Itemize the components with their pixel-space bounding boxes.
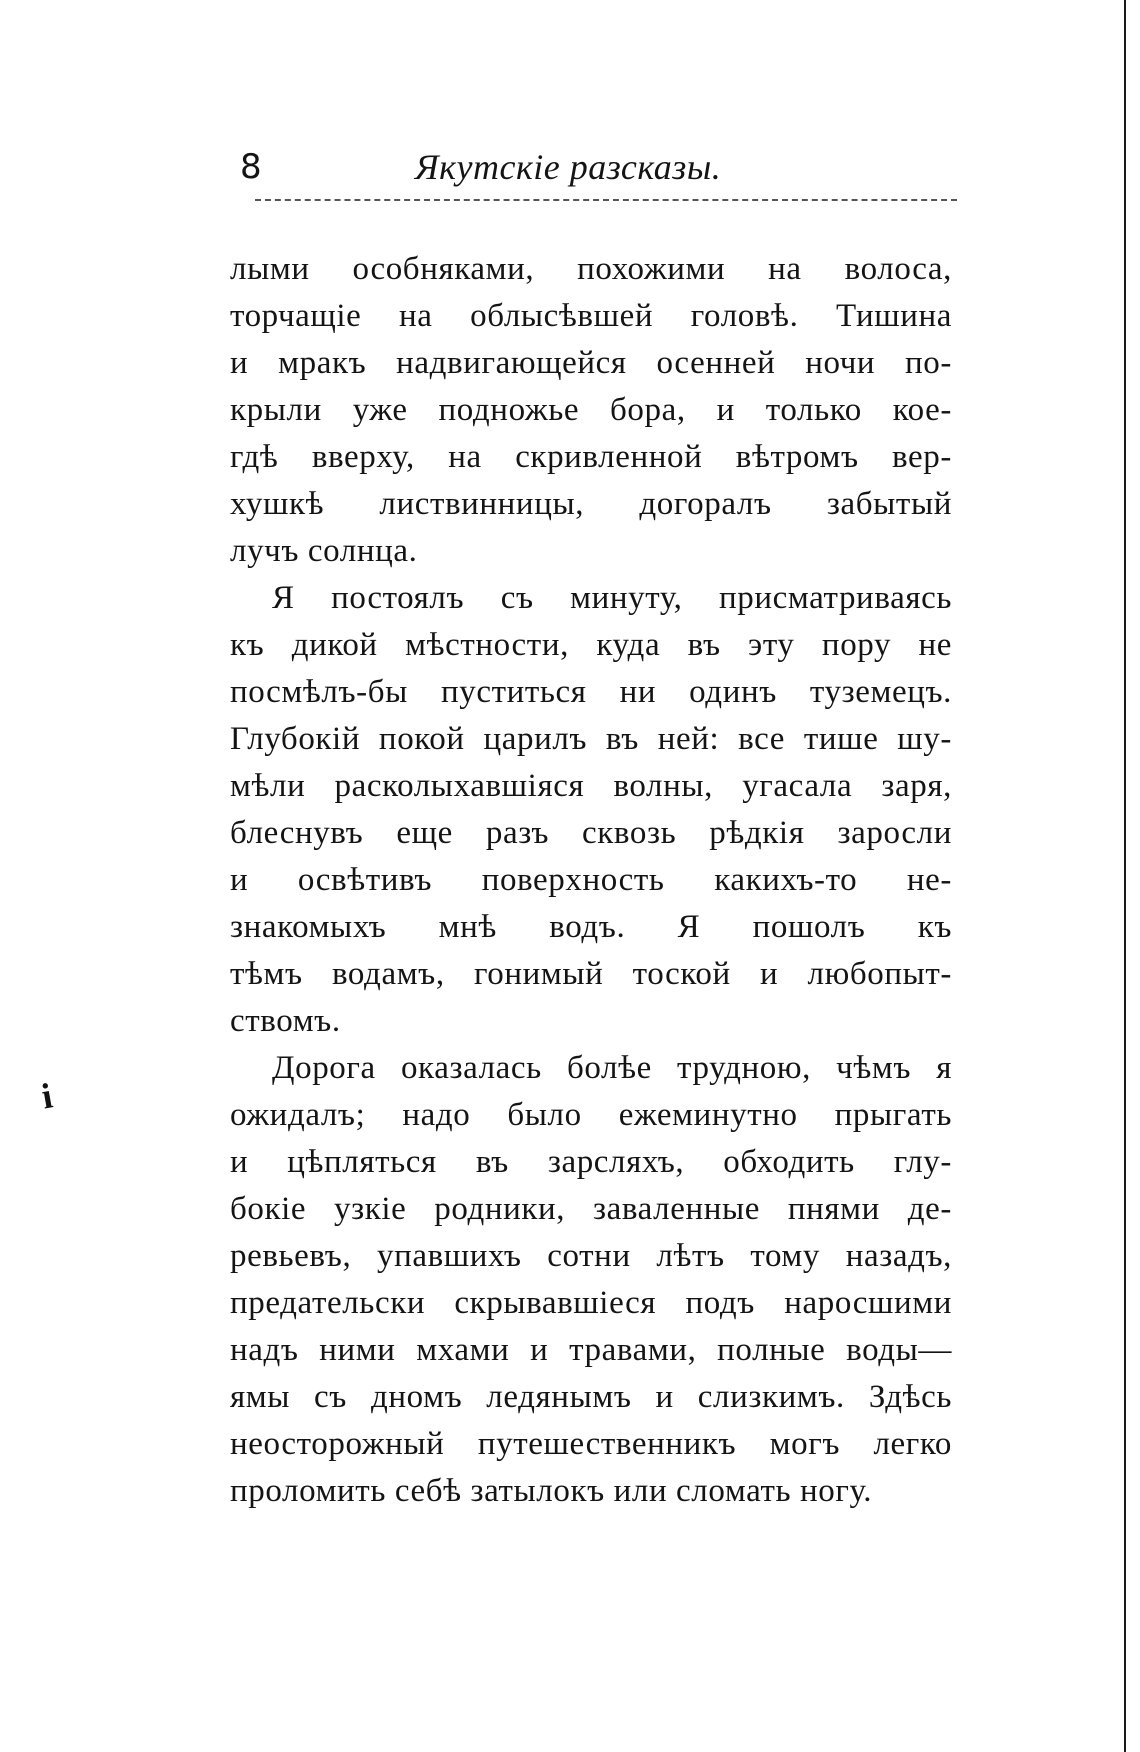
text-line: бокiе узкiе родники, заваленные пнями де- (230, 1191, 952, 1227)
text-line: тѣмъ водамъ, гонимый тоской и любопыт- (230, 956, 952, 992)
text-line: надъ ними мхами и травами, полные воды— (230, 1332, 952, 1368)
text-line: ямы съ дномъ ледянымъ и слизкимъ. Здѣсь (230, 1379, 952, 1415)
paragraph-1 (230, 246, 952, 575)
text-line: ожидалъ; надо было ежеминутно прыгать (230, 1097, 952, 1133)
header-rule (255, 199, 957, 201)
text-line: блеснувъ еще разъ сквозь рѣдкiя заросли (230, 815, 952, 851)
text-line: знакомыхъ мнѣ водъ. Я пошолъ къ (230, 909, 952, 945)
text-line: гдѣ вверху, на скривленной вѣтромъ вер- (230, 439, 952, 475)
text-line: Я постоялъ съ минуту, присматриваясь (272, 580, 952, 616)
page-edge-line (1124, 0, 1126, 1752)
text-line: и мракъ надвигающейся осенней ночи по- (230, 345, 952, 381)
text-line: Дорога оказалась болѣе трудною, чѣмъ я (272, 1050, 952, 1086)
text-line: къ дикой мѣстности, куда въ эту пору не (230, 627, 952, 663)
text-line: торчащiе на облысѣвшей головѣ. Тишина (230, 298, 952, 334)
page-header (240, 145, 960, 195)
page-number: 8 (240, 147, 262, 187)
text-line: крыли уже подножье бора, и только кое- (230, 392, 952, 428)
running-title: Якутскiе разсказы. (415, 147, 722, 187)
text-line: проломить себѣ затылокъ или сломать ногу. (230, 1473, 873, 1509)
text-line: ревьевъ, упавшихъ сотни лѣтъ тому назадъ, (230, 1238, 952, 1274)
text-line: посмѣлъ-бы пуститься ни одинъ туземецъ. (230, 674, 952, 710)
text-line: Глубокiй покой царилъ въ ней: все тише шу- (230, 721, 952, 757)
body-text (230, 246, 952, 1515)
text-line: лыми особняками, похожими на волоса, (230, 251, 952, 287)
text-line: хушкѣ листвинницы, догоралъ забытый (230, 486, 952, 522)
text-line: лучъ солнца. (230, 533, 418, 569)
text-line: неосторожный путешественникъ могъ легко (230, 1426, 952, 1462)
text-line: и освѣтивъ поверхность какихъ-то не- (230, 862, 952, 898)
text-line: мѣли расколыхавшiяся волны, угасала заря, (230, 768, 952, 804)
paragraph-2 (230, 575, 952, 1045)
margin-mark: i (38, 1075, 56, 1117)
text-line: и цѣпляться въ зарсляхъ, обходить глу- (230, 1144, 952, 1180)
text-line: ствомъ. (230, 1003, 341, 1039)
paragraph-3 (230, 1045, 952, 1515)
text-line: предательски скрывавшiеся подъ наросшими (230, 1285, 952, 1321)
